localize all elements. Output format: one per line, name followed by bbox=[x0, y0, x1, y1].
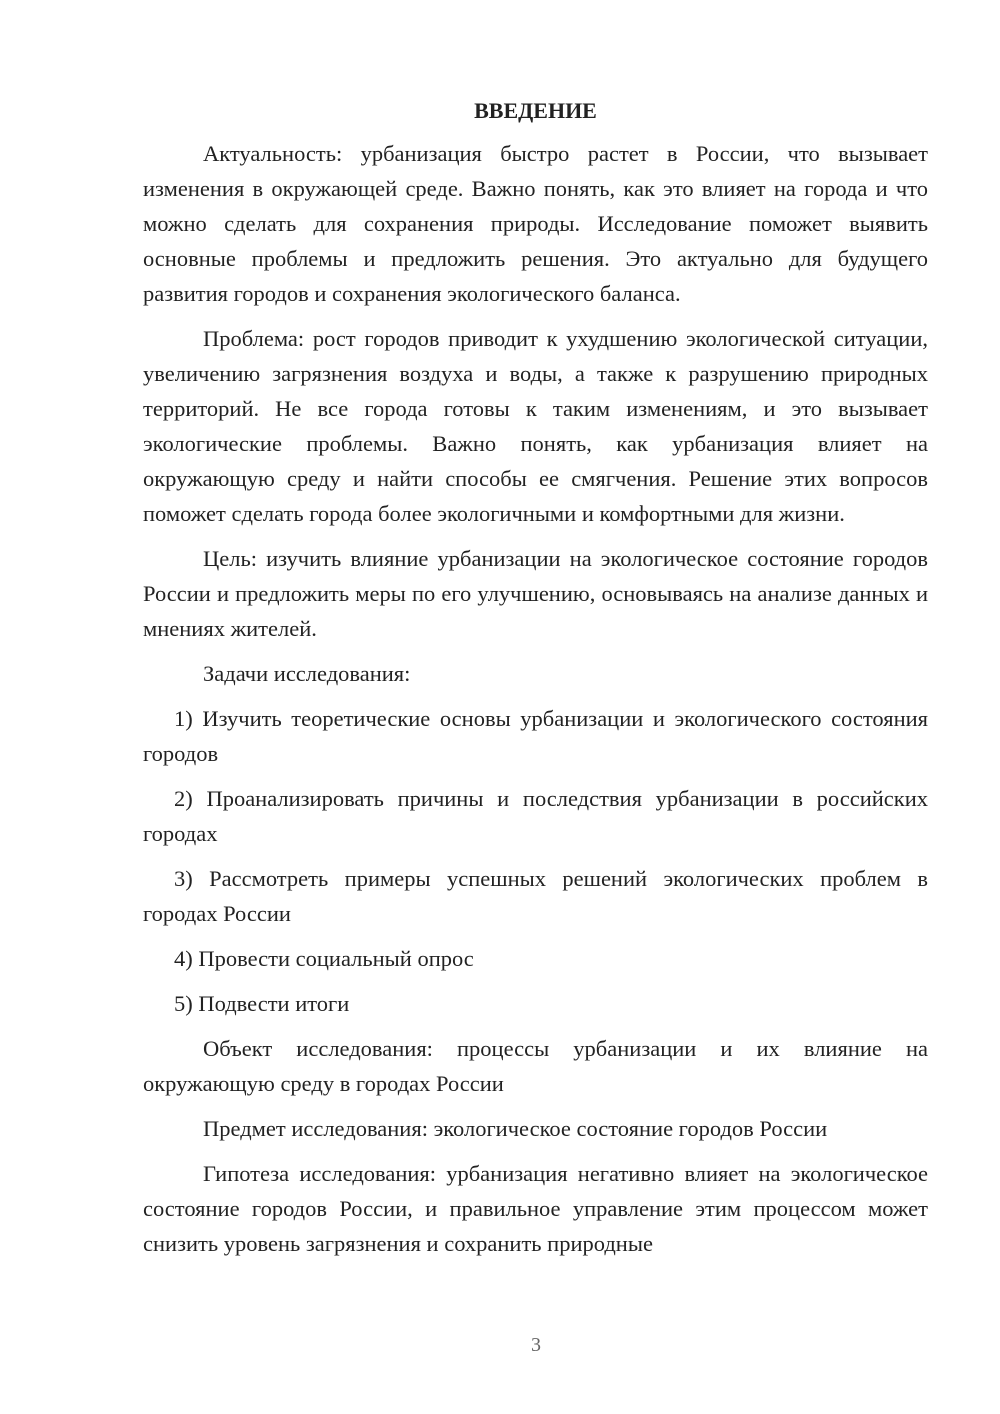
paragraph-object: Объект исследования: процессы урбанизации и их влияние на окружающую среду в городах России bbox=[143, 1036, 928, 1096]
section-title: ВВЕДЕНИЕ bbox=[474, 98, 597, 123]
page-content bbox=[143, 96, 928, 1271]
paragraph-problem: Проблема: рост городов приводит к ухудшению экологической ситуации, увеличению загрязнения воздуха и воды, а также к разрушению природных территорий. Не все города готовы к таким изменениям, и это вызывает экологические проблемы. Важно понять, как урбанизация влияет на окружающую среду и найти способы ее смягчения. Решение этих вопросов поможет сделать города более экологичными и комфортными для жизни. bbox=[143, 326, 928, 526]
task-item-1: 1) Изучить теоретические основы урбанизации и экологического состояния городов bbox=[143, 706, 928, 766]
task-item-3: 3) Рассмотреть примеры успешных решений экологических проблем в городах России bbox=[143, 866, 928, 926]
task-item-5: 5) Подвести итоги bbox=[174, 991, 350, 1016]
page-number: 3 bbox=[531, 1334, 541, 1356]
paragraph-subject: Предмет исследования: экологическое состояние городов России bbox=[203, 1116, 828, 1141]
paragraph-hypothesis: Гипотеза исследования: урбанизация негативно влияет на экологическое состояние городов России, и правильное управление этим процессом может снизить уровень загрязнения и сохранить природные bbox=[143, 1161, 928, 1256]
tasks-heading: Задачи исследования: bbox=[203, 661, 411, 686]
task-item-4: 4) Провести социальный опрос bbox=[174, 946, 474, 971]
task-item-2: 2) Проанализировать причины и последствия урбанизации в российских городах bbox=[143, 786, 928, 846]
paragraph-relevance: Актуальность: урбанизация быстро растет в России, что вызывает изменения в окружающей среде. Важно понять, как это влияет на города и что можно сделать для сохранения природы. Исследование поможет выявить основные проблемы и предложить решения. Это актуально для будущего развития городов и сохранения экологического баланса. bbox=[143, 141, 928, 306]
paragraph-goal: Цель: изучить влияние урбанизации на экологическое состояние городов России и предложить меры по его улучшению, основываясь на анализе данных и мнениях жителей. bbox=[143, 546, 928, 641]
